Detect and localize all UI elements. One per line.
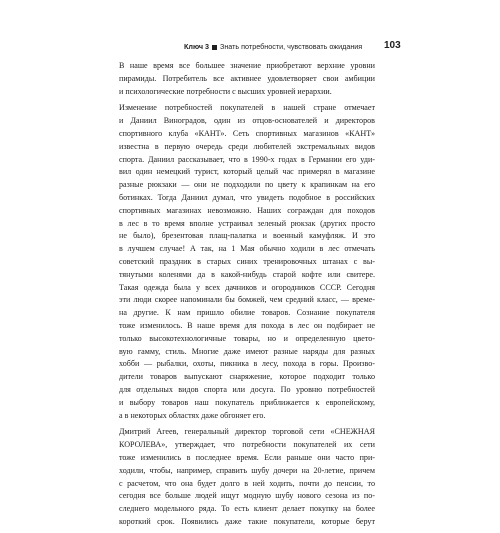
text-line: В наше время все большее значение приобретают верхние уровни <box>119 61 375 70</box>
text-line: в лес в то время вполне устраивал зеленый рюкзак (других просто <box>119 218 375 228</box>
running-header <box>184 41 375 53</box>
text-line: советский праздник в старых синих тренировочных штанах с вы- <box>119 256 375 266</box>
page-number: 103 <box>384 40 401 51</box>
text-line: только высокотехнологичные товары, но и определенную цвето- <box>119 333 375 343</box>
text-line: хобби — рыбалки, охоты, пикника в лесу, похода в горы. Произво- <box>119 359 375 369</box>
text-line: спортивного клуба «КАНТ». Сеть спортивных магазинов «КАНТ» <box>119 128 375 138</box>
text-line: вил один немецкий турист, который целый час примерял в магазине <box>119 167 375 177</box>
text-line: а в некоторых областях даже обгоняет его. <box>119 410 266 420</box>
paragraph <box>119 102 375 422</box>
text-line: вую гамму, стиль. Многие даже имеют разные наряды для разных <box>119 346 375 356</box>
text-line: известна в первую очередь среди любителей экстремальных видов <box>119 141 375 151</box>
text-line: и Даниил Виноградов, один из отцов-основателей и директоров <box>119 116 375 126</box>
text-line: для отдельных видов спорта или досуга. По уровню потребностей <box>119 384 375 394</box>
text-line: КОРОЛЕВА», утверждает, что потребности покупателей их сети <box>119 440 375 450</box>
text-line: Изменение потребностей покупателей в нашей стране отмечает <box>119 103 375 113</box>
text-line: эти люди скорее напоминали бы бомжей, чем средний класс, — време- <box>119 295 375 305</box>
text-line: Дмитрий Агеев, генеральный директор торговой сети «СНЕЖНАЯ <box>119 427 375 437</box>
body-text <box>119 60 375 533</box>
text-line: короткий срок. Появились даже такие покупатели, которые берут <box>119 516 375 526</box>
text-line: не было), брезентовая плащ-палатка и военный камуфляж. И это <box>119 231 375 241</box>
text-line: разные рюкзаки — они не подходили по цвету к крапинкам на его <box>119 180 375 190</box>
square-bullet-icon <box>212 45 217 50</box>
text-line: спортивных магазинах невозможно. Наших сограждан для походов <box>119 205 375 215</box>
chapter-label: Ключ 3 <box>184 42 209 51</box>
text-line: тоже изменились в последнее время. Если раньше они часто при- <box>119 452 375 462</box>
text-line: на другие. К нам пришло обилие товаров. Сознание покупателя <box>119 308 375 318</box>
paragraph <box>119 60 375 98</box>
text-line: в лучшем случае! А так, на 1 Мая обычно ходили в лес отмечать <box>119 244 375 254</box>
text-line: спорта. Даниил рассказывает, что в 1990-х годах в Германии его уди- <box>119 154 375 164</box>
paragraph <box>119 426 375 528</box>
text-line: пирамиды. Потребитель все активнее удовлетворяет свои амбиции <box>119 73 375 83</box>
text-line: ходили, чтобы, например, справить шубу дочери на 20-летие, причем <box>119 465 375 475</box>
text-line: тоже изменилось. В наше время для похода в лес он подбирает не <box>119 320 375 330</box>
text-line: Такая одежда была у всех дачников и огородников СССР. Сегодня <box>119 282 375 292</box>
text-line: ботинках. Тогда Даниил думал, что увидеть подобное в российских <box>119 192 375 202</box>
text-line: сегодня все больше людей ищут модную шубу нового сезона из по- <box>119 491 375 501</box>
text-line: и психологические потребности с высших уровней иерархии. <box>119 86 332 96</box>
text-line: тянутыми коленями да в какой-нибудь старой кофте или свитере. <box>119 269 375 279</box>
text-line: следнего модельного ряда. То есть клиент делает покупку на более <box>119 504 375 514</box>
text-line: дители товаров выпускают снаряжение, которое подходит только <box>119 372 375 382</box>
text-line: с расчетом, что она будет долго в ней ходить, почти до пенсии, то <box>119 478 375 488</box>
chapter-title: Знать потребности, чувствовать ожидания <box>219 42 363 51</box>
text-line: и выбору товаров наш покупатель приближается к европейскому, <box>119 397 375 407</box>
